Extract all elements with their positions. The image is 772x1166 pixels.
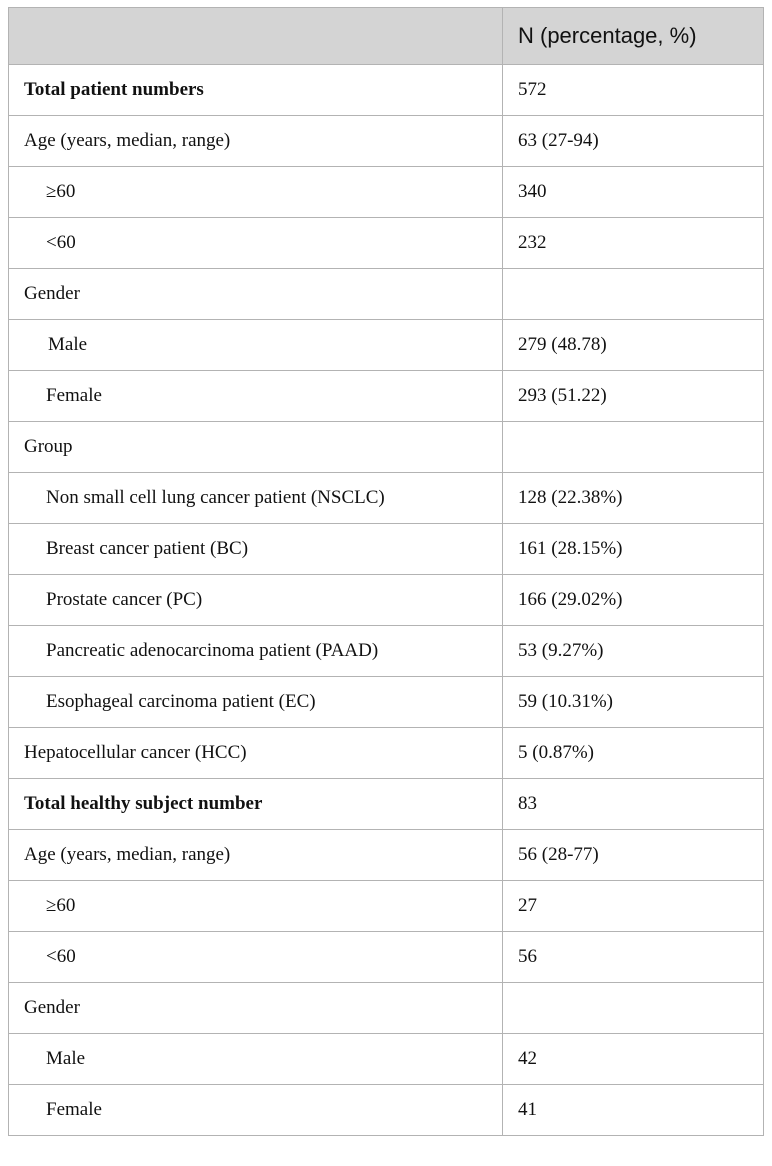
table-row (9, 1085, 764, 1136)
row-label: <60 (9, 932, 503, 983)
row-value: 5 (0.87%) (503, 728, 764, 779)
row-value: 161 (28.15%) (503, 524, 764, 575)
demographics-table (8, 7, 764, 1136)
row-label: Male (9, 320, 503, 371)
table-row (9, 626, 764, 677)
row-label: Age (years, median, range) (9, 116, 503, 167)
table-row (9, 320, 764, 371)
table-header-row (9, 8, 764, 65)
table-row (9, 116, 764, 167)
table-row (9, 1034, 764, 1085)
header-characteristic (9, 8, 503, 65)
table-row (9, 65, 764, 116)
row-value: 232 (503, 218, 764, 269)
row-label: Total healthy subject number (9, 779, 503, 830)
row-value: 293 (51.22) (503, 371, 764, 422)
row-label: Gender (9, 269, 503, 320)
table-row (9, 881, 764, 932)
table-row (9, 473, 764, 524)
table-row (9, 167, 764, 218)
row-value: 279 (48.78) (503, 320, 764, 371)
table-row (9, 371, 764, 422)
row-label: Age (years, median, range) (9, 830, 503, 881)
row-label: ≥60 (9, 167, 503, 218)
row-value: 53 (9.27%) (503, 626, 764, 677)
table-row (9, 779, 764, 830)
row-value: 83 (503, 779, 764, 830)
row-value: 340 (503, 167, 764, 218)
table-row (9, 524, 764, 575)
table-row (9, 422, 764, 473)
row-value (503, 983, 764, 1034)
row-label: Prostate cancer (PC) (9, 575, 503, 626)
row-label: Female (9, 1085, 503, 1136)
header-n-percentage: N (percentage, %) (503, 8, 764, 65)
row-value: 572 (503, 65, 764, 116)
row-label: ≥60 (9, 881, 503, 932)
table-row (9, 218, 764, 269)
table-row (9, 728, 764, 779)
row-value (503, 422, 764, 473)
row-value: 56 (28-77) (503, 830, 764, 881)
table-row (9, 830, 764, 881)
row-label: <60 (9, 218, 503, 269)
row-label: Gender (9, 983, 503, 1034)
row-value: 41 (503, 1085, 764, 1136)
row-value: 56 (503, 932, 764, 983)
row-label: Breast cancer patient (BC) (9, 524, 503, 575)
table-row (9, 932, 764, 983)
table-row (9, 575, 764, 626)
table-row (9, 269, 764, 320)
row-label: Male (9, 1034, 503, 1085)
row-value: 166 (29.02%) (503, 575, 764, 626)
row-label: Pancreatic adenocarcinoma patient (PAAD) (9, 626, 503, 677)
row-label: Group (9, 422, 503, 473)
demographics-table-container (8, 7, 763, 1136)
row-value: 42 (503, 1034, 764, 1085)
row-label: Non small cell lung cancer patient (NSCLC) (9, 473, 503, 524)
row-value: 27 (503, 881, 764, 932)
row-label: Female (9, 371, 503, 422)
table-body (9, 65, 764, 1136)
row-value: 63 (27-94) (503, 116, 764, 167)
row-label: Total patient numbers (9, 65, 503, 116)
row-value: 128 (22.38%) (503, 473, 764, 524)
row-value: 59 (10.31%) (503, 677, 764, 728)
row-label: Hepatocellular cancer (HCC) (9, 728, 503, 779)
table-row (9, 983, 764, 1034)
row-value (503, 269, 764, 320)
row-label: Esophageal carcinoma patient (EC) (9, 677, 503, 728)
table-row (9, 677, 764, 728)
